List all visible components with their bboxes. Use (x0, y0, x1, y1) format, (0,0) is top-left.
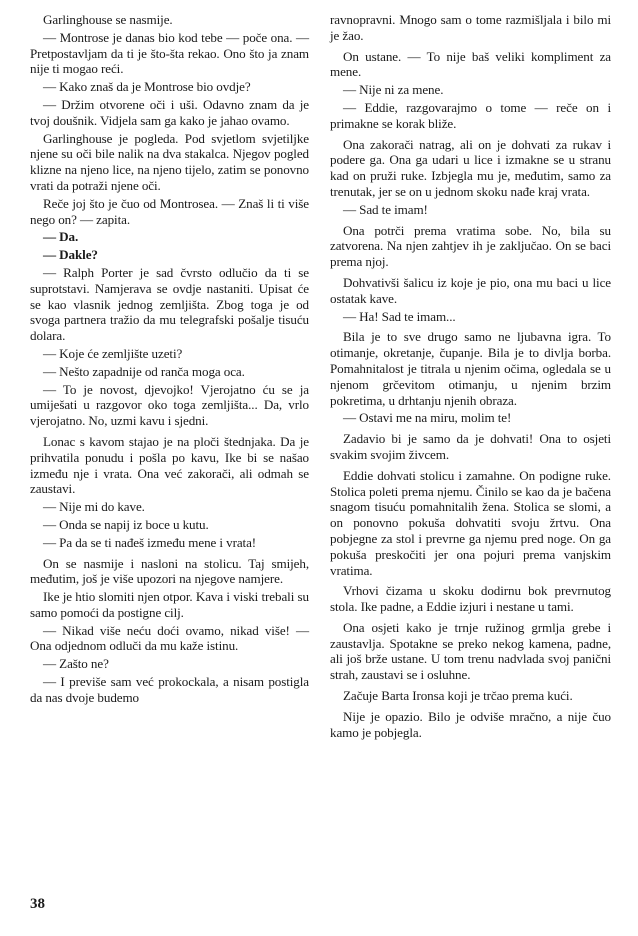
paragraph: — Zašto ne? (43, 656, 109, 672)
paragraph: — Nešto zapadnije od ranča moga oca. (43, 363, 245, 379)
paragraph: Garlinghouse se nasmije. (43, 12, 173, 27)
paragraph: — Ralph Porter je sad čvrsto odlučio da ti se suprotstavi. Namjerava se ovdje nastaniti. Upisat će se kao vlasnik jednog zemljišta. Zbog toga je od svoga partnera tražio da mu telegrafski pošalje tisuću dolara. (30, 264, 309, 344)
paragraph: Ona potrči prema vratima sobe. No, bila su zatvorena. Na njen zahtjev ih je zaključao. On se baci prema njoj. (330, 222, 611, 270)
paragraph: — Kako znaš da je Montrose bio ovdje? (43, 79, 251, 95)
paragraph: Začuje Barta Ironsa koji je trčao prema kući. (343, 688, 573, 704)
paragraph: Bila je to sve drugo samo ne ljubavna igra. To otimanje, okretanje, čupanje. Bila je to divlja borba. Pomahnitalost je titrala u njenim očima, ogledala se u njenom grčevitom otimanju, u njenim brzim pokretima, u drhtanju njenih obraza. (330, 329, 611, 408)
left-text-column (30, 12, 309, 708)
page-number: 38 (30, 896, 45, 912)
paragraph: — Montrose je danas bio kod tebe — poče ona. — Pretpostavljam da ti je što-šta rekao. Ono što ja znam nije ti mogao reći. (30, 29, 309, 77)
paragraph: — Nije mi do kave. (43, 499, 145, 515)
paragraph: — Ostavi me na miru, molim te! (343, 410, 512, 426)
paragraph: Zadavio bi je samo da je dohvati! Ona to osjeti svakim svojim živcem. (330, 431, 611, 462)
paragraph: Ike je htio slomiti njen otpor. Kava i viski trebali su samo pomoći da postigne cilj. (30, 589, 309, 620)
paragraph: Nije je opazio. Bilo je odviše mračno, a nije čuo kamo je pobjegla. (330, 708, 611, 740)
paragraph: — To je novost, djevojko! Vjerojatno ću se ja umiješati u razgovor oko toga zemljišta... Da, vrlo vjerojatno. No, uzmi kavu i sjedni. (30, 381, 309, 429)
paragraph: — Ha! Sad te imam... (343, 308, 456, 324)
paragraph: — Sad te imam! (343, 201, 428, 217)
paragraph: Vrhovi čizama u skoku dodirnu bok prevrnutog stola. Ike padne, a Eddie izjuri i nestane u tami. (330, 583, 611, 615)
paragraph: — Dakle? (43, 247, 98, 263)
paragraph: Reče joj što je čuo od Montrosea. — Znaš li ti više nego on? — zapita. (30, 195, 309, 227)
paragraph: — Eddie, razgovarajmo o tome — reče on i primakne se korak bliže. (330, 99, 611, 131)
paragraph: — Pa da se ti nađeš između mene i vrata! (43, 534, 257, 550)
paragraph: On ustane. — To nije baš veliki kompliment za mene. (330, 48, 611, 80)
paragraph: Dohvativši šalicu iz koje je pio, ona mu baci u lice ostatak kave. (330, 274, 611, 306)
paragraph: ravnopravni. Mnogo sam o tome razmišljala i bilo mi je žao. (330, 12, 611, 43)
right-text-column (330, 12, 611, 742)
paragraph: Garlinghouse je pogleda. Pod svjetlom svjetiljke njene su oči bile nalik na dva stakalca. Njegov pogled klizne na njeno lice, na njeno tijelo, zatim se ponovno vrati da potraži njene oči. (30, 130, 309, 193)
paragraph: — Koje će zemljište uzeti? (43, 345, 183, 361)
paragraph: — Držim otvorene oči i uši. Odavno znam da je tvoj doušnik. Vidjela sam ga kako je jahao ovamo. (30, 96, 309, 128)
paragraph: Eddie dohvati stolicu i zamahne. On podigne ruke. Stolica poleti prema njemu. Činilo se kao da je bačena snagom tisuću pomahnitalih žena. Stolica se slomi, a on ponovno pokuša dohvatiti svoju žrtvu. Ona pobjegne za stol i prevrne ga njemu pred noge. On ga pokuša preskočiti jer ona pojuri prema vanjskim vratima. (330, 467, 611, 578)
paragraph: — Da. (43, 229, 79, 245)
paragraph: — Nikad više neću doći ovamo, nikad više! — Ona odjednom odluči da mu kaže istinu. (30, 622, 309, 654)
paragraph: Lonac s kavom stajao je na ploči štednjaka. Da je prihvatila ponudu i pošla po kavu, Ike bi se našao između nje i vrata. Ona već zakorači, ali odmah se zaustavi. (30, 433, 309, 497)
paragraph: Ona osjeti kako je trnje ružinog grmlja grebe i zaustavlja. Spotakne se preko nekog kamena, padne, ali još brže ustane. U tom trenu nadvlada svoj panični strah, zaustavi se i osluhne. (330, 619, 611, 683)
paragraph: Ona zakorači natrag, ali on je dohvati za rukav i podere ga. Ona ga udari u lice i izmakne se u stranu kad on pruži ruke. Izbjegla mu je, međutim, samo za trenutak, jer se on u jednom skoku nađe kraj vrata. (330, 136, 611, 199)
paragraph: On se nasmije i nasloni na stolicu. Taj smijeh, međutim, još je više upozori na njegove namjere. (30, 555, 309, 587)
paragraph: — Onda se napij iz boce u kutu. (43, 516, 209, 532)
paragraph: — Nije ni za mene. (343, 82, 444, 98)
paragraph: — I previše sam već prokockala, a nisam postigla da nas dvoje budemo (30, 674, 309, 705)
